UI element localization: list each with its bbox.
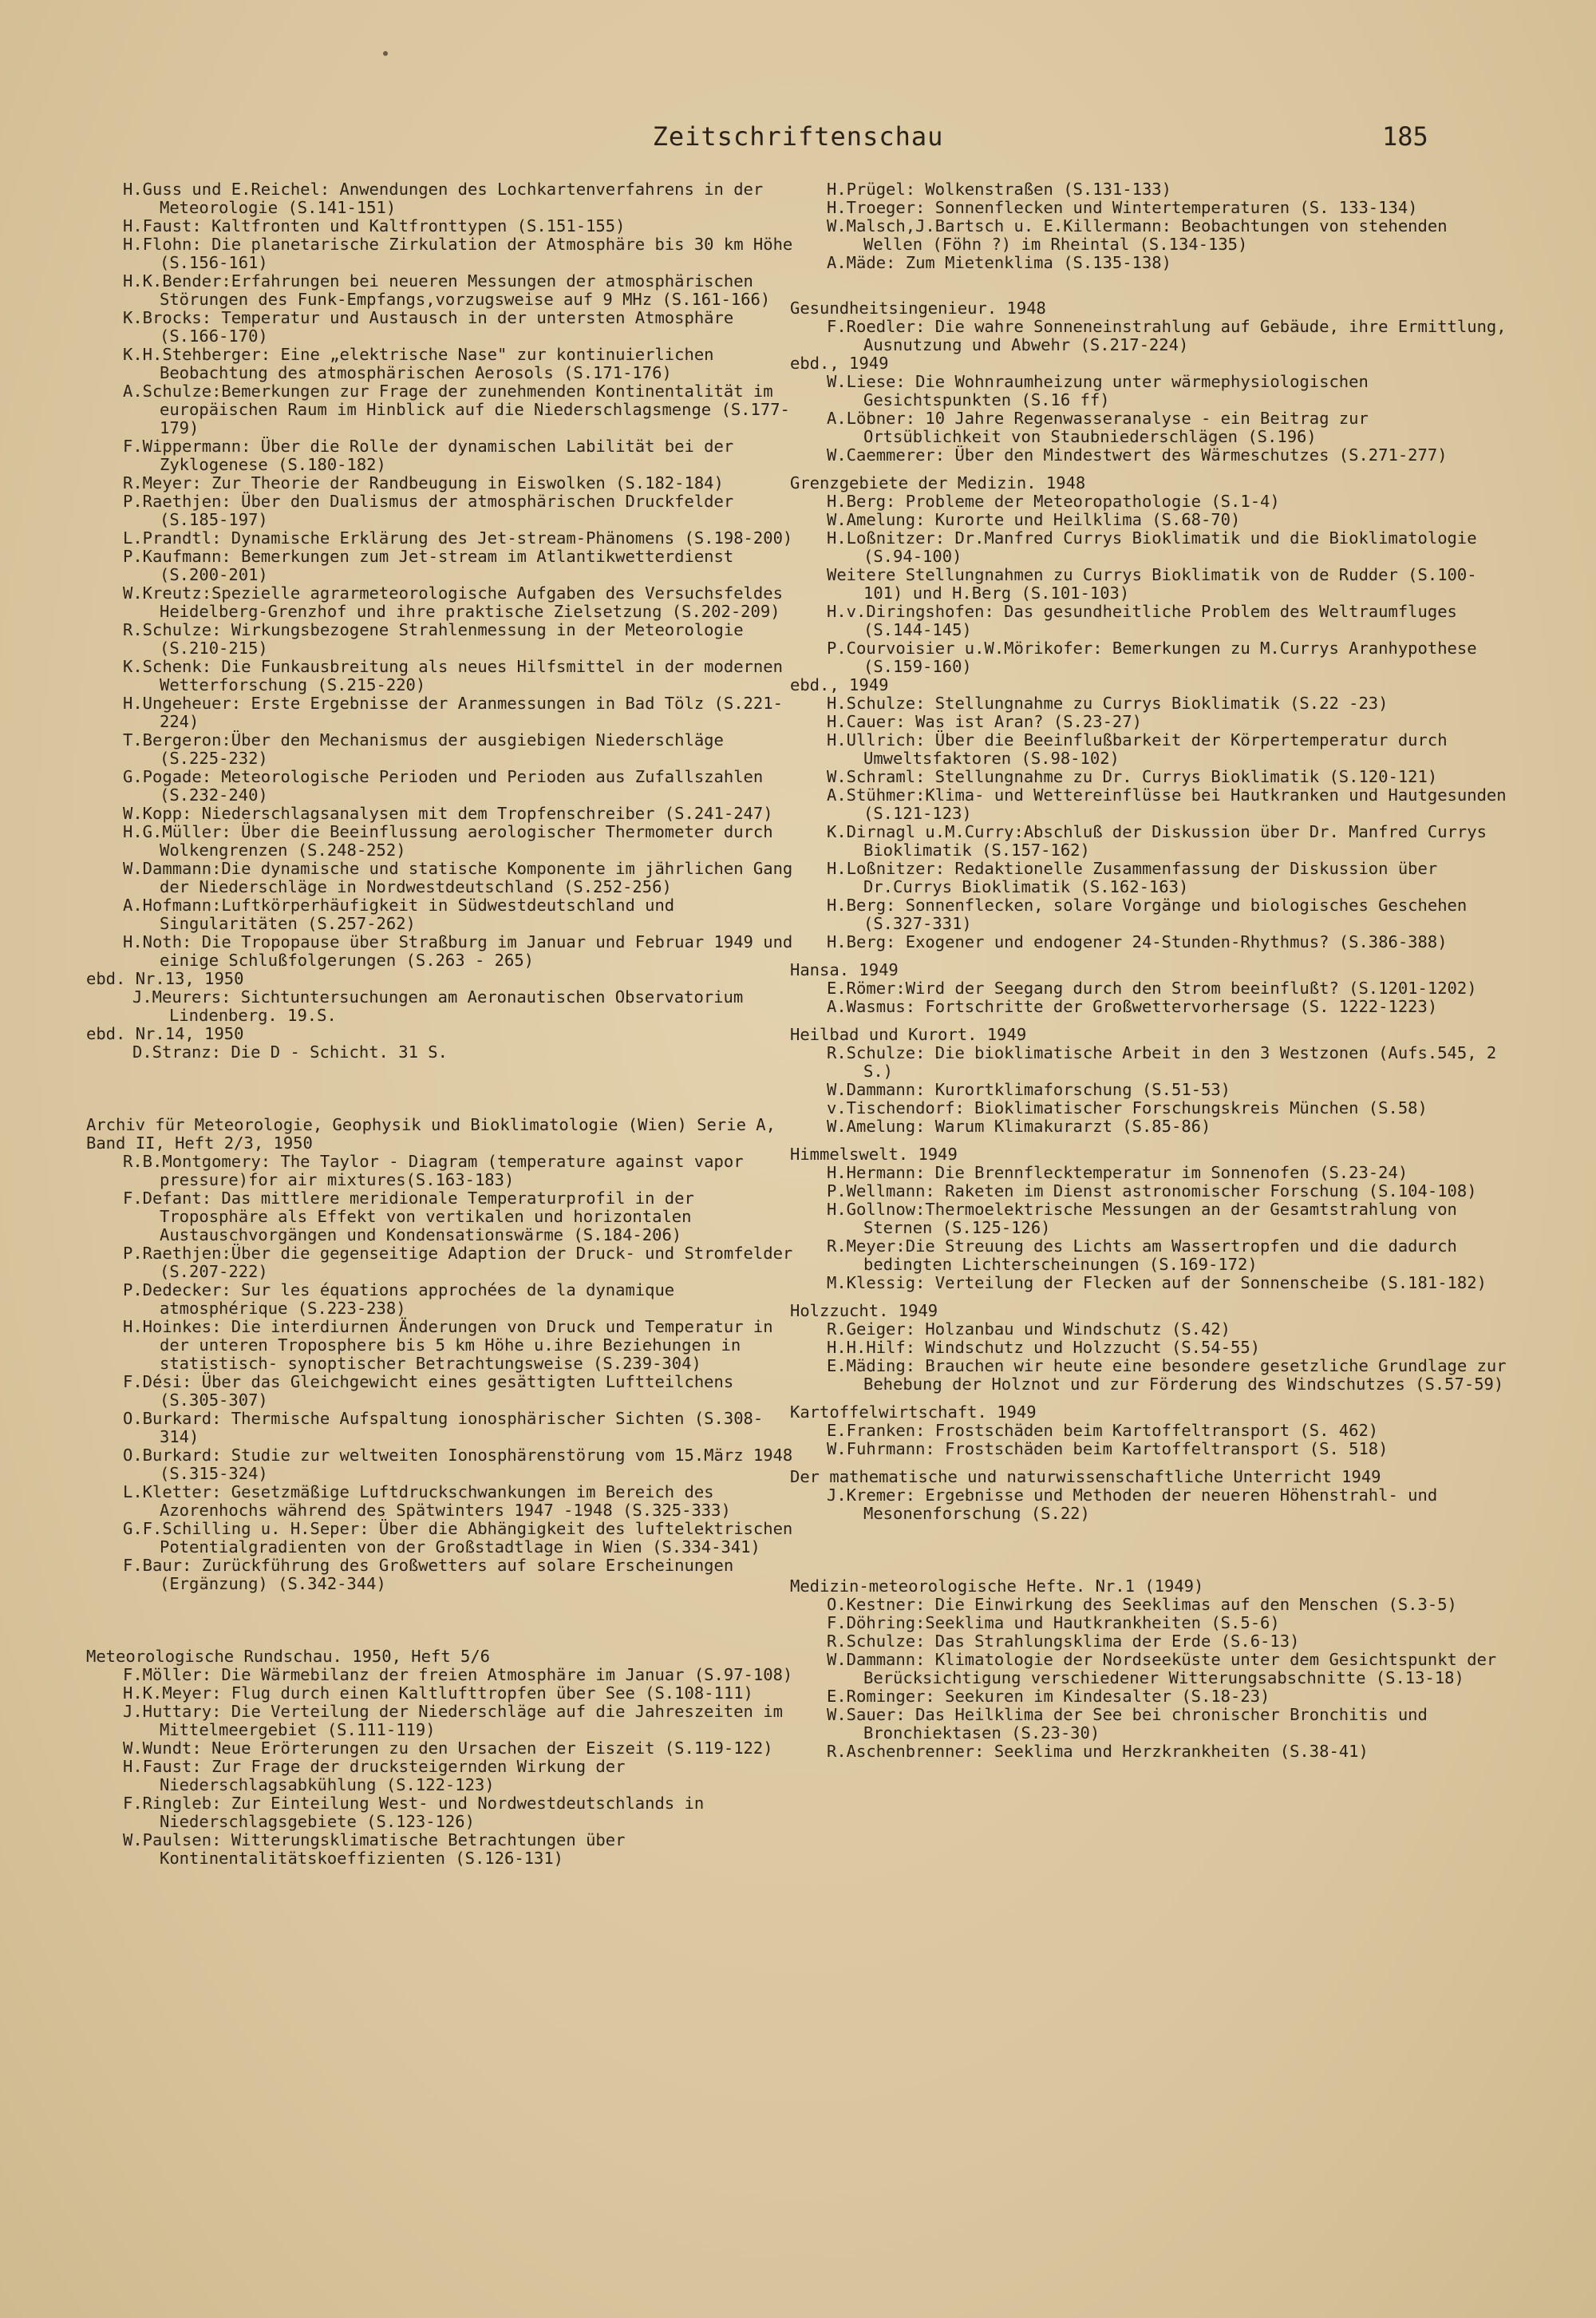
entry: H.G.Müller: Über die Beeinflussung aerologischer Thermometer durch Wolkengrenzen (S.248-252) [123,822,783,860]
entry-list [790,180,1508,272]
journal-title: Kartoffelwirtschaft. 1949 [790,1402,1037,1422]
entry: W.Kopp: Niederschlagsanalysen mit dem Tropfenschreiber (S.241-247) [123,804,773,823]
entry: H.Loßnitzer: Redaktionelle Zusammenfassung der Diskussion über Dr.Currys Bioklimatik (S.162-163) [827,859,1448,896]
entry: O.Kestner: Die Einwirkung des Seeklimas auf den Menschen (S.3-5) [827,1595,1457,1614]
entry: L.Kletter: Gesetzmäßige Luftdruckschwankungen im Bereich des Azorenhochs während des Spätwinters 1947 -1948 (S.325-333) [123,1482,731,1520]
entry: H.Berg: Probleme der Meteoropathologie (S.1-4) [827,492,1280,511]
entry: W.Schraml: Stellungnahme zu Dr. Currys Bioklimatik (S.120-121) [827,767,1438,786]
entry: A.Stühmer:Klima- und Wettereinflüsse bei Hautkranken und Hautgesunden (S.121-123) [827,785,1516,823]
entry: F.Roedler: Die wahre Sonneneinstrahlung auf Gebäude, ihre Ermittlung, Ausnutzung und Abwehr (S.217-224) [827,317,1516,354]
entry: H.Faust: Zur Frage der drucksteigernden Wirkung der Niederschlagsabkühlung (S.122-123) [123,1757,635,1794]
entry: A.Mäde: Zum Mietenklima (S.135-138) [827,253,1171,272]
entry: R.Schulze: Die bioklimatische Arbeit in den 3 Westzonen (Aufs.545, 2 S.) [827,1043,1507,1081]
entry: H.Guss und E.Reichel: Anwendungen des Lochkartenverfahrens in der Meteorologie (S.141-151) [123,180,773,217]
entry: G.Pogade: Meteorologische Perioden und Perioden aus Zufallszahlen (S.232-240) [123,767,773,805]
entry: R.Meyer: Zur Theorie der Randbeugung in Eiswolken (S.182-184) [123,473,724,492]
entry: H.Hoinkes: Die interdiurnen Änderungen von Druck und Temperatur in der unteren Troposphere bis 5 km Höhe u.ihre Beziehungen in statistisch- synoptischer Betrachtungsweise (S.239-304) [123,1317,783,1373]
entry: H.Ungeheuer: Erste Ergebnisse der Aranmessungen in Bad Tölz (S.221-224) [123,694,783,731]
entry: W.Liese: Die Wohnraumheizung unter wärmephysiologischen Gesichtspunkten (S.16 ff) [827,372,1379,409]
entry: L.Prandtl: Dynamische Erklärung des Jet-stream-Phänomens (S.198-200) [123,528,793,548]
entry: P.Dedecker: Sur les équations approchées de la dynamique atmosphérique (S.223-238) [123,1280,685,1318]
entry: J.Meurers: Sichtuntersuchungen am Aeronautischen Observatorium Lindenberg. 19.S. [132,987,753,1025]
entry: H.Prügel: Wolkenstraßen (S.131-133) [827,180,1171,199]
journal-title: Meteorologische Rundschau. 1950, Heft 5/6 [86,1647,491,1666]
ebd-heading: ebd., 1949 [790,354,889,373]
entry: W.Sauer: Das Heilklima der See bei chronischer Bronchitis und Bronchiektasen (S.23-30) [827,1705,1438,1742]
entry: H.Gollnow:Thermoelektrische Messungen an der Gesamtstrahlung von Sternen (S.125-126) [827,1200,1468,1237]
entry: F.Dési: Über das Gleichgewicht eines gesättigten Luftteilchens (S.305-307) [123,1372,744,1410]
entry: H.K.Meyer: Flug durch einen Kaltlufttropfen über See (S.108-111) [123,1683,753,1703]
entry-list [790,1319,1516,1394]
entry-list [790,373,1508,465]
page-number: 185 [1382,121,1428,152]
entry-list [86,180,803,970]
entry-list [86,1152,803,1593]
entry: P.Raethjen:Über die gegenseitige Adaption der Druck- und Stromfelder (S.207-222) [123,1244,803,1281]
entry: H.Troeger: Sonnenflecken und Wintertemperaturen (S. 133-134) [827,198,1418,217]
entry: K.Brocks: Temperatur und Austausch in der untersten Atmosphäre (S.166-170) [123,308,744,346]
entry: W.Fuhrmann: Frostschäden beim Kartoffeltransport (S. 518) [827,1439,1389,1458]
entry: P.Kaufmann: Bemerkungen zum Jet-stream im Atlantikwetterdienst (S.200-201) [123,547,744,584]
entry-list [790,1044,1508,1136]
entry: E.Römer:Wird der Seegang durch den Strom beeinflußt? (S.1201-1202) [827,979,1477,998]
entry-list [790,492,1508,676]
entry: W.Dammann: Kurortklimaforschung (S.51-53) [827,1080,1231,1099]
entry-list [790,1422,1508,1458]
entry: W.Kreutz:Spezielle agrarmeteorologische Aufgaben des Versuchsfeldes Heidelberg-Grenzhof und ihre praktische Zielsetzung (S.202-209) [123,583,793,621]
entry: E.Franken: Frostschäden beim Kartoffeltransport (S. 462) [827,1421,1379,1440]
entry: R.Geiger: Holzanbau und Windschutz (S.42) [827,1319,1231,1339]
entry: A.Hofmann:Luftkörperhäufigkeit in Südwestdeutschland und Singularitäten (S.257-262) [123,896,685,933]
entry: H.Berg: Sonnenflecken, solare Vorgänge und biologisches Geschehen (S.327-331) [827,896,1477,933]
entry: W.Wundt: Neue Erörterungen zu den Ursachen der Eiszeit (S.119-122) [123,1738,773,1758]
entry: H.K.Bender:Erfahrungen bei neueren Messungen der atmosphärischen Störungen des Funk-Empfangs,vorzugsweise auf 9 MHz (S.161-166) [123,271,771,309]
journal-title: Hansa. 1949 [790,960,899,979]
entry: F.Wippermann: Über die Rolle der dynamischen Labilität bei der Zyklogenese (S.180-182) [123,437,744,474]
entry: E.Mäding: Brauchen wir heute eine besondere gesetzliche Grundlage zur Behebung der Holznot und zur Förderung des Windschutzes (S.57-59) [827,1356,1516,1394]
entry: H.H.Hilf: Windschutz und Holzzucht (S.54-55) [827,1338,1261,1357]
entry: K.Dirnagl u.M.Curry:Abschluß der Diskussion über Dr. Manfred Currys Bioklimatik (S.157-162) [827,822,1497,860]
entry: J.Kremer: Ergebnisse und Methoden der neueren Höhenstrahl- und Mesonenforschung (S.22) [827,1485,1448,1523]
page-title: Zeitschriftenschau [652,121,944,152]
entry: F.Möller: Die Wärmebilanz der freien Atmosphäre im Januar (S.97-108) [123,1665,793,1684]
ebd-heading: ebd. Nr.13, 1950 [86,969,244,988]
entry: F.Ringleb: Zur Einteilung West- und Nordwestdeutschlands in Niederschlagsgebiete (S.123-126) [123,1794,714,1831]
entry: A.Schulze:Bemerkungen zur Frage der zunehmenden Kontinentalität im europäischen Raum im Hinblick auf die Niederschlagsmenge (S.177-179) [123,382,790,437]
entry: H.Berg: Exogener und endogener 24-Stunden-Rhythmus? (S.386-388) [827,932,1448,951]
entry: R.Aschenbrenner: Seeklima und Herzkrankheiten (S.38-41) [827,1742,1369,1761]
entry-list [790,694,1516,951]
journal-title: Himmelswelt. 1949 [790,1145,958,1164]
entry: W.Malsch,J.Bartsch u. E.Killermann: Beobachtungen von stehenden Wellen (Föhn ?) im Rheintal (S.134-135) [827,216,1457,254]
entry: Weitere Stellungnahmen zu Currys Bioklimatik von de Rudder (S.100-101) und H.Berg (S.101-103) [827,565,1477,603]
journal-title: Archiv für Meteorologie, Geophysik und Bioklimatologie (Wien) Serie A, Band II, Heft 2/3, 1950 [86,1115,786,1153]
journal-title: Grenzgebiete der Medizin. 1948 [790,473,1086,492]
entry: H.Cauer: Was ist Aran? (S.23-27) [827,712,1142,731]
entry: J.Huttary: Die Verteilung der Niederschläge auf die Jahreszeiten im Mittelmeergebiet (S.111-119) [123,1702,793,1739]
journal-title: Medizin-meteorologische Hefte. Nr.1 (1949) [790,1576,1204,1596]
entry: H.Loßnitzer: Dr.Manfred Currys Bioklimatik und die Bioklimatologie (S.94-100) [827,528,1487,566]
entry: v.Tischendorf: Bioklimatischer Forschungskreis München (S.58) [827,1098,1428,1117]
entry-list [790,979,1508,1016]
left-column [86,180,803,1868]
entry: W.Caemmerer: Über den Mindestwert des Wärmeschutzes (S.271-277) [827,445,1448,465]
entry: W.Dammann: Klimatologie der Nordseeküste unter dem Gesichtspunkt der Berücksichtigung verschiedener Witterungsabschnitte (S.13-18) [827,1650,1507,1687]
entry-list [790,1486,1508,1523]
ebd-heading: ebd., 1949 [790,675,889,694]
entry: P.Wellmann: Raketen im Dienst astronomischer Forschung (S.104-108) [827,1181,1477,1201]
entry: G.F.Schilling u. H.Seper: Über die Abhängigkeit des luftelektrischen Potentialgradienten von der Großstadtlage in Wien (S.334-341) [123,1519,803,1557]
entry: R.Meyer:Die Streuung des Lichts am Wassertropfen und die dadurch bedingten Lichterscheinungen (S.169-172) [827,1236,1468,1274]
entry-list [790,1164,1508,1292]
entry: O.Burkard: Thermische Aufspaltung ionosphärischer Sichten (S.308-314) [123,1409,764,1446]
entry: H.Ullrich: Über die Beeinflußbarkeit der Körpertemperatur durch Umweltsfaktoren (S.98-102) [827,730,1457,768]
entry: O.Burkard: Studie zur weltweiten Ionosphärenstörung vom 15.März 1948 (S.315-324) [123,1446,803,1483]
ebd-heading: ebd. Nr.14, 1950 [86,1024,244,1043]
entry: P.Raethjen: Über den Dualismus der atmosphärischen Druckfelder (S.185-197) [123,492,744,529]
entry: H.Schulze: Stellungnahme zu Currys Bioklimatik (S.22 -23) [827,694,1389,713]
entry-list [790,317,1516,354]
entry: W.Amelung: Kurorte und Heilklima (S.68-70) [827,510,1241,529]
entry: T.Bergeron:Über den Mechanismus der ausgiebigen Niederschläge (S.225-232) [123,730,734,768]
entry: F.Döhring:Seeklima und Hautkrankheiten (S.5-6) [827,1613,1280,1632]
entry: K.H.Stehberger: Eine „elektrische Nase" zur kontinuierlichen Beobachtung des atmosphärischen Aerosols (S.171-176) [123,345,724,382]
entry: R.Schulze: Das Strahlungsklima der Erde (S.6-13) [827,1632,1300,1651]
entry-list [86,1666,796,1868]
journal-title: Gesundheitsingenieur. 1948 [790,299,1046,318]
entry: H.Hermann: Die Brennflecktemperatur im Sonnenofen (S.23-24) [827,1163,1408,1182]
entry: P.Courvoisier u.W.Mörikofer: Bemerkungen zu M.Currys Aranhypothese (S.159-160) [827,639,1487,676]
entry: W.Dammann:Die dynamische und statische Komponente im jährlichen Gang der Niederschläge in Nordwestdeutschland (S.252-256) [123,859,803,896]
journal-title: Der mathematische und naturwissenschaftliche Unterricht 1949 [790,1467,1381,1486]
entry: H.Faust: Kaltfronten und Kaltfronttypen (S.151-155) [123,216,626,235]
journal-title: Heilbad und Kurort. 1949 [790,1025,1027,1044]
ink-dot [383,51,388,56]
entry: D.Stranz: Die D - Schicht. 31 S. [132,1042,448,1062]
entry: H.Noth: Die Tropopause über Straßburg im Januar und Februar 1949 und einige Schlußfolgerungen (S.263 - 265) [123,932,803,970]
entry: H.Flohn: Die planetarische Zirkulation der Atmosphäre bis 30 km Höhe (S.156-161) [123,235,803,272]
entry: A.Löbner: 10 Jahre Regenwasseranalyse - ein Beitrag zur Ortsüblichkeit von Staubniederschlägen (S.196) [827,409,1379,446]
entry: R.Schulze: Wirkungsbezogene Strahlenmessung in der Meteorologie (S.210-215) [123,620,753,658]
entry: E.Rominger: Seekuren im Kindesalter (S.18-23) [827,1687,1270,1706]
entry: F.Baur: Zurückführung des Großwetters auf solare Erscheinungen (Ergänzung) (S.342-344) [123,1556,744,1593]
entry: W.Paulsen: Witterungsklimatische Betrachtungen über Kontinentalitätskoeffizienten (S.126-131) [123,1830,635,1868]
journal-title: Holzzucht. 1949 [790,1301,938,1320]
entry: H.v.Diringshofen: Das gesundheitliche Problem des Weltraumfluges (S.144-145) [827,602,1468,639]
entry: M.Klessig: Verteilung der Flecken auf der Sonnenscheibe (S.181-182) [827,1273,1487,1292]
entry: F.Defant: Das mittlere meridionale Temperaturprofil in der Troposphäre als Effekt von vertikalen und horizontalen Austauschvorgängen und Kondensationswärme (S.184-206) [123,1189,705,1244]
entry: A.Wasmus: Fortschritte der Großwettervorhersage (S. 1222-1223) [827,997,1438,1016]
entry-list [790,1596,1508,1761]
entry: R.B.Montgomery: The Taylor - Diagram (temperature against vapor pressure)for air mixtures(S.163-183) [123,1152,753,1189]
right-column [790,180,1516,1761]
entry: W.Amelung: Warum Klimakurarzt (S.85-86) [827,1117,1211,1136]
entry: K.Schenk: Die Funkausbreitung als neues Hilfsmittel in der modernen Wetterforschung (S.215-220) [123,657,793,694]
